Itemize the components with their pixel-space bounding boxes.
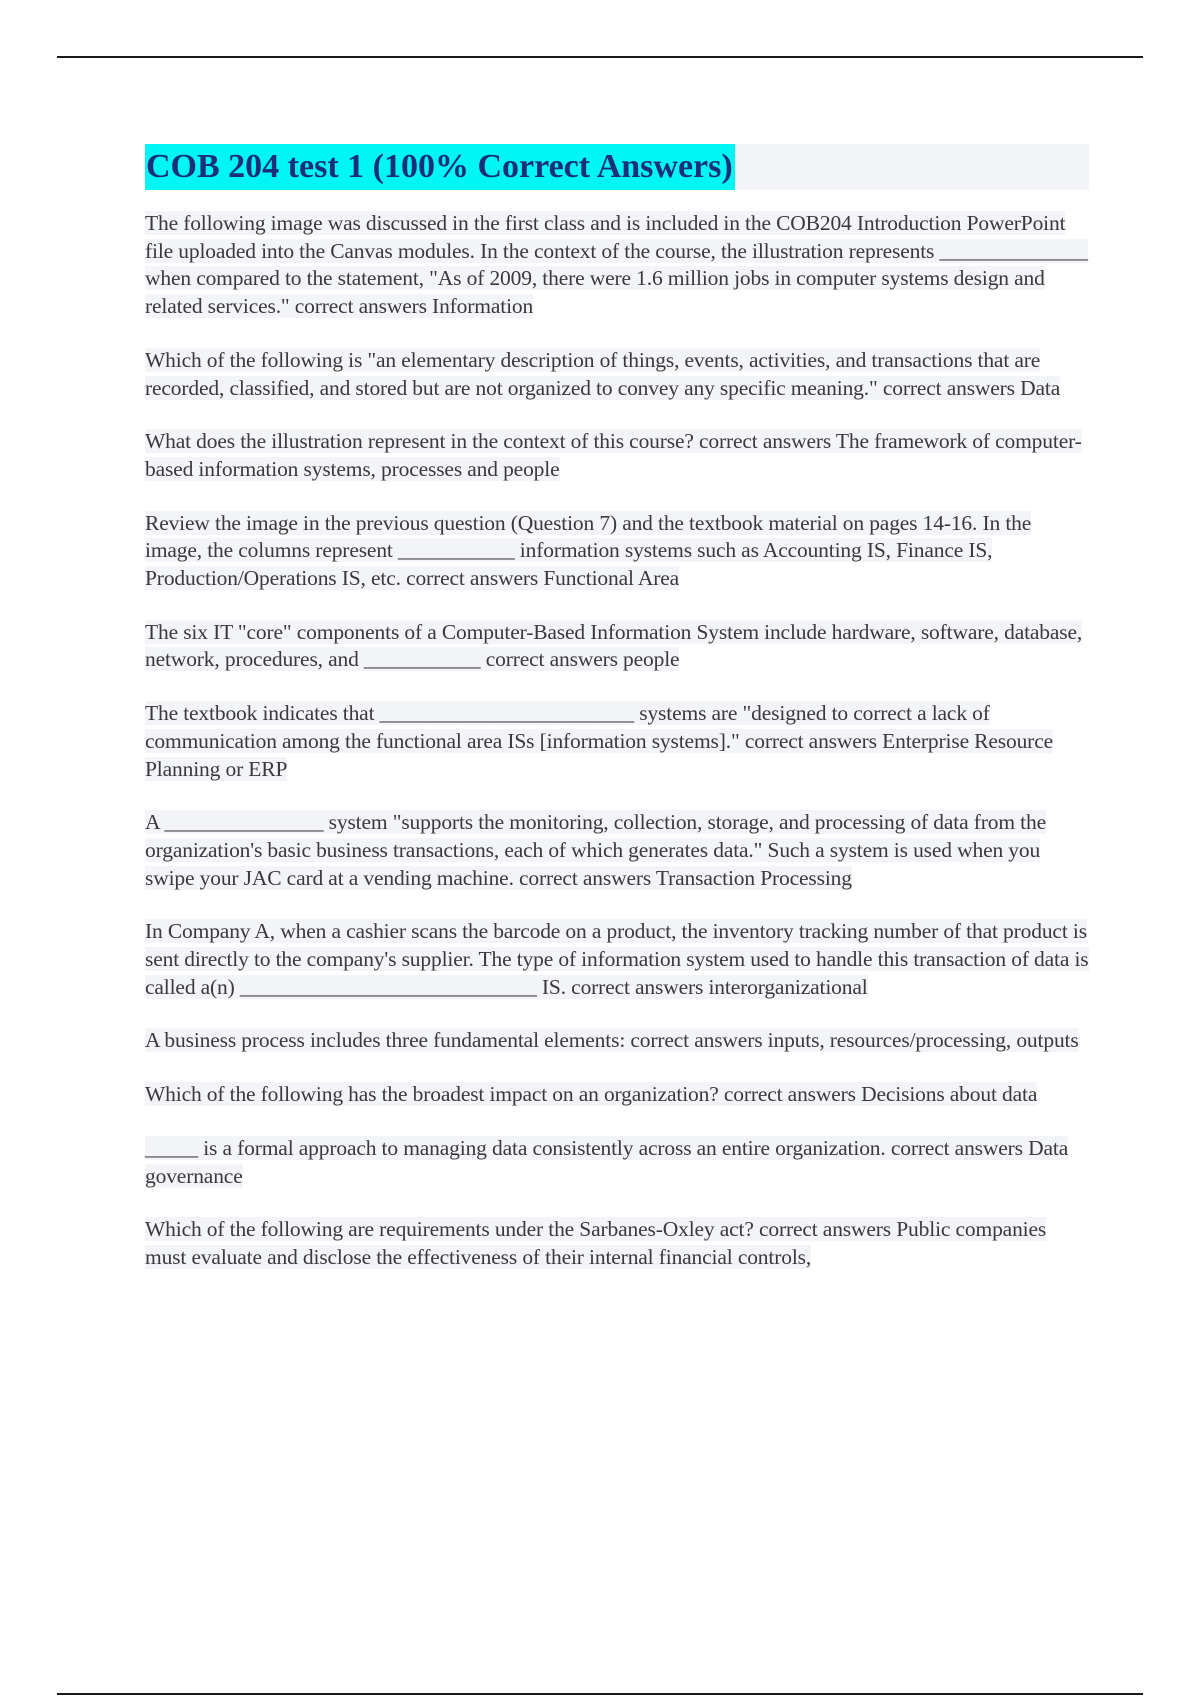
qa-text: In Company A, when a cashier scans the barcode on a product, the inventory tracking number of that product is sent directly to the company's supplier. The type of information system used to handle this transaction of data is called a(n) ____________________________ IS. correct answers interorganizational xyxy=(145,919,1089,999)
qa-text: Which of the following is "an elementary description of things, events, activities, and transactions that are recorded, classified, and stored but are not organized to convey any specific meaning." correct answers Data xyxy=(145,347,1061,400)
qa-item-2 xyxy=(145,347,1089,402)
qa-item-5 xyxy=(145,619,1089,674)
qa-text: A _______________ system "supports the monitoring, collection, storage, and processing of data from the organization's basic business transactions, each of which generates data." Such a system is used when you swipe your JAC card at a vending machine. correct answers Transaction Processing xyxy=(145,810,1046,890)
qa-text: Review the image in the previous question (Question 7) and the textbook material on pages 14-16. In the image, the columns represent ___________ information systems such as Accounting IS, Finance IS, Production/Operations IS, etc. correct answers Functional Area xyxy=(145,510,1032,591)
document-body xyxy=(145,144,1089,1298)
bottom-rule xyxy=(57,1693,1143,1695)
qa-text: The six IT "core" components of a Computer-Based Information System include hardware, software, database, network, procedures, and ___________ correct answers people xyxy=(145,619,1083,672)
qa-text: Which of the following has the broadest impact on an organization? correct answers Decisions about data xyxy=(145,1082,1038,1107)
qa-text: _____ is a formal approach to managing data consistently across an entire organization. correct answers Data governance xyxy=(145,1135,1069,1188)
title-row xyxy=(145,144,1089,190)
qa-item-10 xyxy=(145,1081,1089,1109)
qa-item-11 xyxy=(145,1135,1089,1190)
qa-item-4 xyxy=(145,510,1089,593)
qa-item-1 xyxy=(145,210,1089,321)
qa-text: The following image was discussed in the first class and is included in the COB204 Introduction PowerPoint file uploaded into the Canvas modules. In the context of the course, the illustration represents ______________ when compared to the statement, "As of 2009, there were 1.6 million jobs in computer systems design and related services." correct answers Information xyxy=(145,211,1088,319)
qa-item-6 xyxy=(145,700,1089,783)
qa-item-3 xyxy=(145,428,1089,483)
qa-item-9 xyxy=(145,1027,1089,1055)
qa-text: Which of the following are requirements under the Sarbanes-Oxley act? correct answers Public companies must evaluate and disclose the effectiveness of their internal financial controls, xyxy=(145,1217,1047,1269)
top-rule xyxy=(57,56,1143,58)
qa-item-8 xyxy=(145,918,1089,1001)
qa-text: The textbook indicates that ________________________ systems are "designed to correct a lack of communication among the functional area ISs [information systems]." correct answers Enterprise Resource Planning or ERP xyxy=(145,701,1053,781)
qa-text: What does the illustration represent in the context of this course? correct answers The framework of computer-based information systems, processes and people xyxy=(145,429,1082,481)
qa-item-7 xyxy=(145,809,1089,892)
qa-item-12 xyxy=(145,1216,1089,1271)
qa-text: A business process includes three fundamental elements: correct answers inputs, resources/processing, outputs xyxy=(145,1028,1079,1053)
document-title: COB 204 test 1 (100% Correct Answers) xyxy=(145,144,735,190)
